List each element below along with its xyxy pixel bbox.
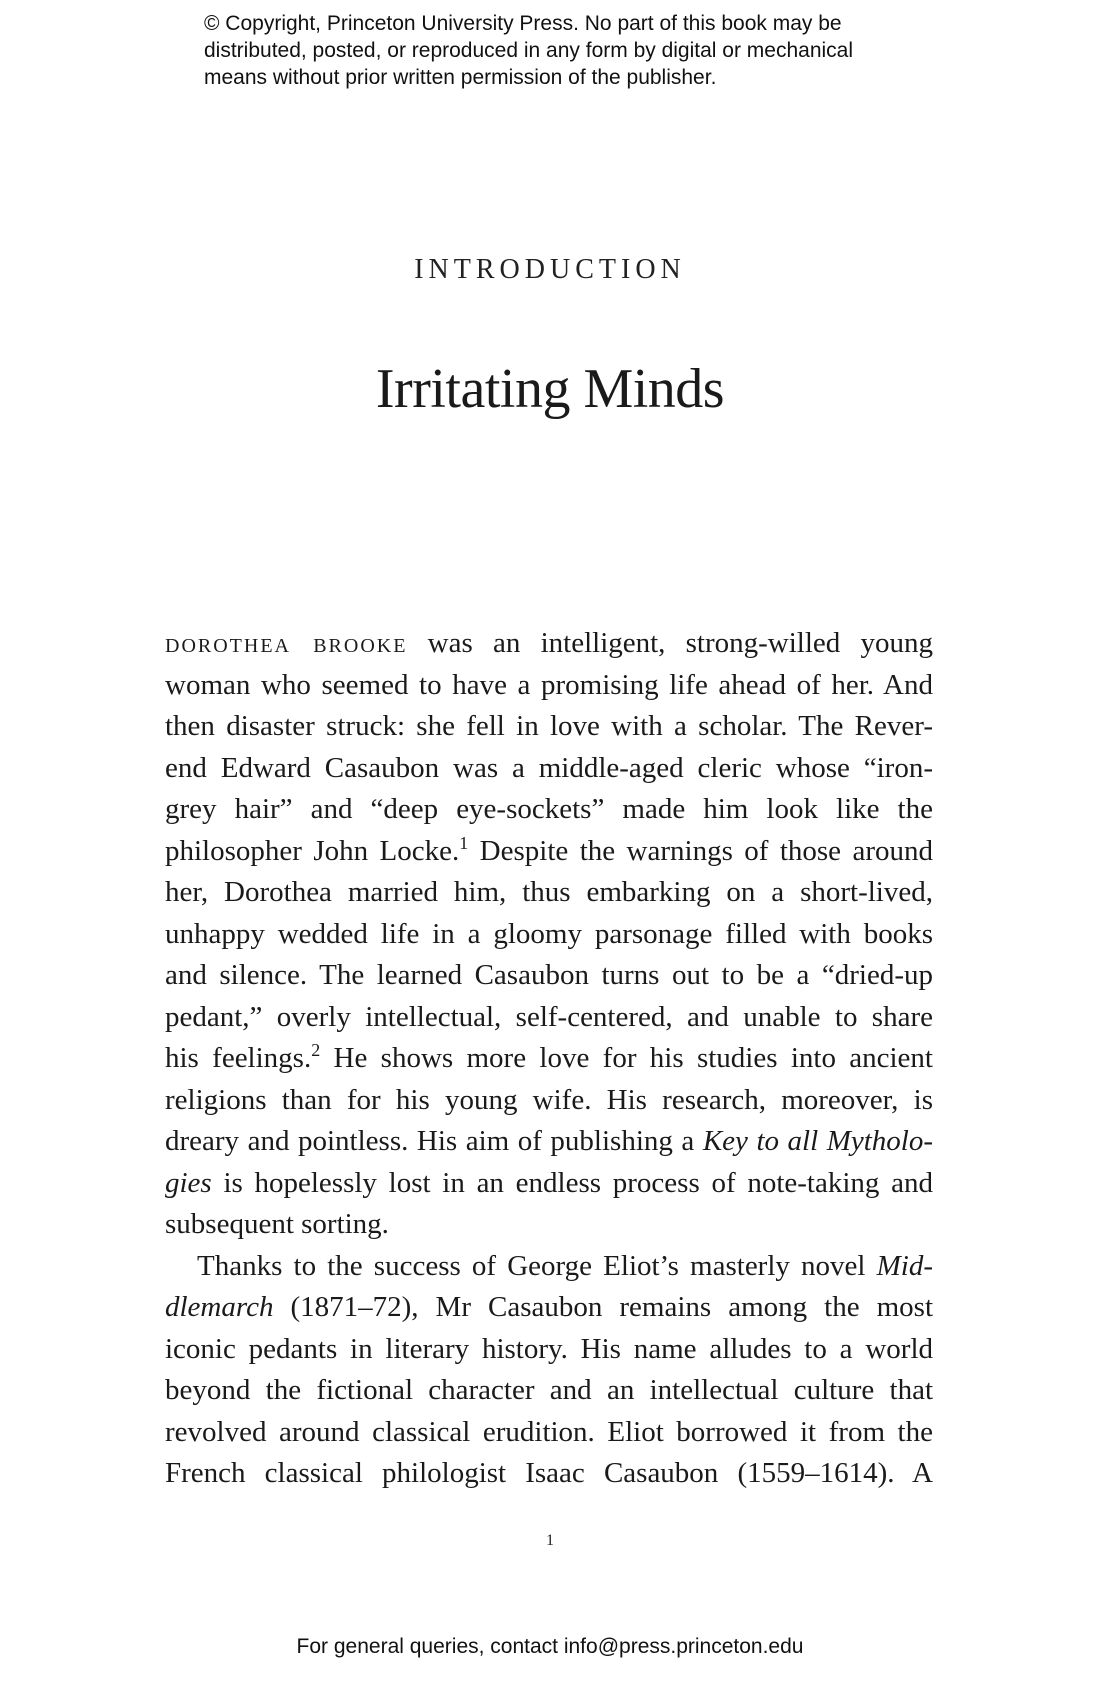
book-title-italic: dlemarch — [165, 1291, 274, 1323]
text-line: beyond the fictional character and an intellectual culture that — [165, 1374, 933, 1406]
opening-smallcaps: dorothea brooke — [165, 627, 408, 659]
text-line: unhappy wedded life in a gloomy parsonage filled with books — [165, 917, 933, 950]
text-segment: He shows more love for his studies into ancient — [320, 1042, 933, 1074]
text-line: revolved around classical erudition. Eliot borrowed it from the — [165, 1415, 933, 1448]
text-line — [165, 1163, 933, 1205]
text-line: iconic pedants in literary history. His name alludes to a world — [165, 1332, 933, 1365]
text-segment: dreary and pointless. His aim of publishing a — [165, 1125, 703, 1157]
text-line: woman who seemed to have a promising life ahead of her. And — [165, 668, 933, 701]
copyright-line: means without prior written permission of the publisher. — [204, 66, 717, 89]
text-line — [165, 831, 933, 873]
footer-contact: For general queries, contact info@press.princeton.edu — [296, 1635, 804, 1658]
paragraph-2 — [165, 1246, 933, 1495]
copyright-line: © Copyright, Princeton University Press. No part of this book may be — [204, 12, 842, 35]
text-segment: Thanks to the success of George Eliot’s masterly novel — [197, 1249, 877, 1282]
text-segment: is hopelessly lost in an endless process of note-taking and — [211, 1166, 933, 1199]
text-line: subsequent sorting. — [165, 1208, 389, 1240]
text-line: and silence. The learned Casaubon turns out to be a “dried-up — [165, 959, 933, 991]
footnote-marker[interactable]: 2 — [311, 1040, 321, 1060]
chapter-label: INTRODUCTION — [414, 254, 686, 285]
text-segment: his feelings. — [165, 1042, 312, 1074]
text-line: religions than for his young wife. His research, moreover, is — [165, 1083, 933, 1116]
text-segment: philosopher John Locke. — [165, 834, 460, 867]
text-line — [165, 1038, 933, 1080]
text-line: her, Dorothea married him, thus embarking on a short-lived, — [165, 876, 933, 908]
book-title-italic: Mid- — [876, 1249, 933, 1282]
text-line — [165, 1287, 933, 1329]
body-text — [165, 623, 933, 1495]
text-line — [165, 623, 933, 665]
text-segment: was an intelligent, strong-willed young — [407, 627, 934, 659]
text-line — [165, 1121, 933, 1163]
text-line: end Edward Casaubon was a middle-aged cleric whose “iron- — [165, 751, 933, 784]
text-line: then disaster struck: she fell in love with a scholar. The Rever- — [165, 710, 933, 742]
footnote-marker[interactable]: 1 — [459, 832, 469, 853]
book-title-italic: gies — [165, 1166, 212, 1199]
text-segment: (1871–72), Mr Casaubon remains among the most — [273, 1291, 933, 1323]
copyright-notice — [204, 10, 924, 91]
text-line: grey hair” and “deep eye-sockets” made him look like the — [165, 793, 933, 825]
text-line — [165, 1246, 933, 1288]
book-title-italic: Key to all Mytholo- — [702, 1125, 933, 1157]
page-number: 1 — [546, 1532, 554, 1549]
copyright-line: distributed, posted, or reproduced in any form by digital or mechanical — [204, 39, 854, 62]
chapter-title: Irritating Minds — [375, 358, 725, 420]
text-segment: Despite the warnings of those around — [468, 834, 934, 867]
text-line: pedant,” overly intellectual, self-centered, and unable to share — [165, 1000, 933, 1033]
text-line: French classical philologist Isaac Casaubon (1559–1614). A — [165, 1457, 933, 1489]
paragraph-1 — [165, 623, 933, 1246]
